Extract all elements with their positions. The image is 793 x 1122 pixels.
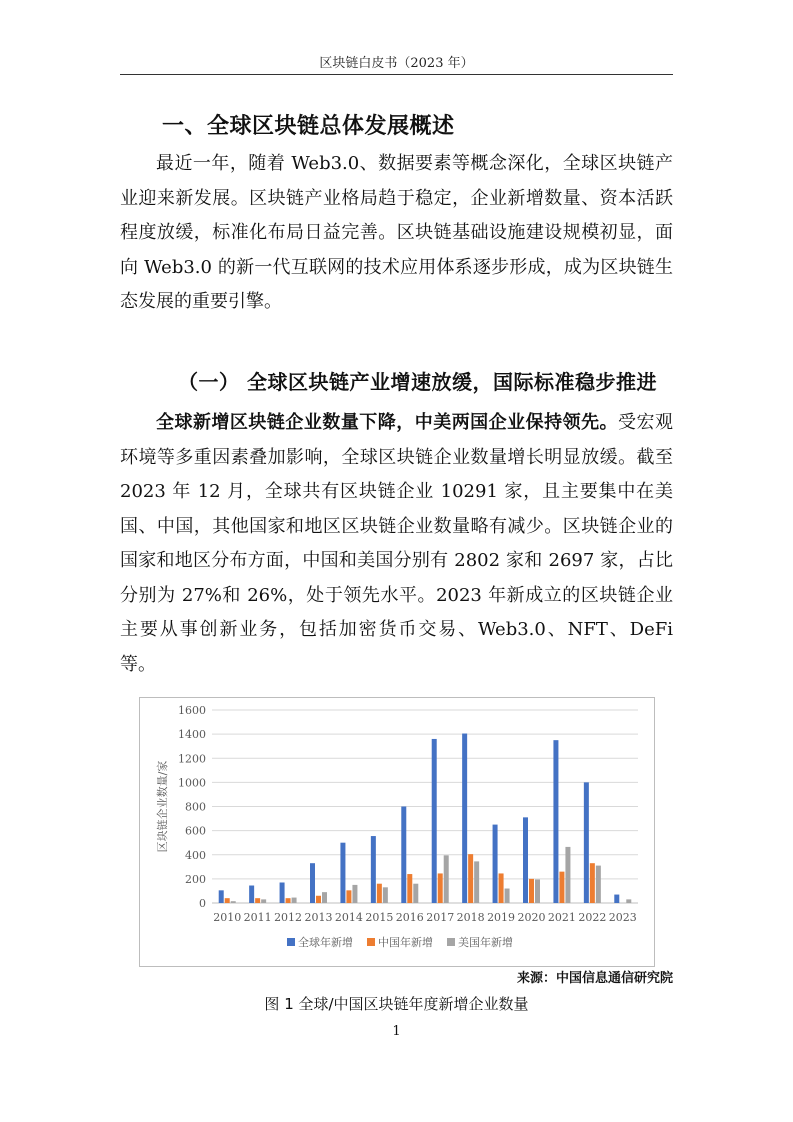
- chart-canvas: [140, 698, 654, 966]
- bar: [280, 882, 285, 903]
- bar: [383, 887, 388, 903]
- bar: [340, 843, 345, 903]
- bar: [553, 740, 558, 903]
- bar: [219, 890, 224, 903]
- x-tick-label: 2021: [547, 911, 576, 924]
- bar: [225, 898, 230, 903]
- bar: [231, 901, 236, 903]
- bar: [322, 892, 327, 903]
- running-header: 区块链白皮书（2023 年）: [319, 56, 474, 71]
- y-tick-label: 1600: [178, 704, 206, 717]
- body-paragraph: [120, 406, 673, 682]
- bar: [316, 896, 321, 903]
- bar: [493, 825, 498, 903]
- bar: [407, 874, 412, 903]
- x-tick-label: 2010: [213, 911, 242, 924]
- legend-swatch: [367, 938, 375, 946]
- x-tick-label: 2023: [608, 911, 637, 924]
- y-tick-label: 800: [185, 800, 206, 814]
- figure-caption: 图 1 全球/中国区块链年度新增企业数量: [264, 995, 529, 1013]
- y-axis-label: 区块链企业数量/家: [156, 760, 169, 853]
- intro-paragraph: 最近一年，随着 Web3.0、数据要素等概念深化，全球区块链产业迎来新发展。区块链产业格局趋于稳定，企业新增数量、资本活跃程度放缓，标准化布局日益完善。区块链基础设施建设规模初显，面向 Web3.0 的新一代互联网的技术应用体系逐步形成，成为区块链生态发展的重要引擎。: [120, 153, 673, 312]
- figure-source: 来源：中国信息通信研究院: [516, 971, 673, 986]
- x-tick-label: 2019: [487, 911, 516, 924]
- legend-swatch: [287, 938, 295, 946]
- bar: [462, 734, 467, 903]
- bar: [584, 782, 589, 903]
- bar-chart: [139, 697, 655, 967]
- bar: [468, 854, 473, 903]
- section-heading: 一、全球区块链总体发展概述: [162, 114, 455, 139]
- legend-label: 美国年新增: [458, 936, 513, 949]
- bar: [346, 890, 351, 903]
- bar: [286, 898, 291, 903]
- bar: [438, 873, 443, 903]
- bar: [249, 886, 254, 903]
- header-rule: [120, 74, 673, 75]
- y-tick-label: 1400: [178, 728, 206, 742]
- x-tick-label: 2012: [274, 911, 303, 924]
- bar: [523, 817, 528, 903]
- bar: [559, 872, 564, 903]
- bar: [255, 898, 260, 903]
- x-tick-label: 2020: [517, 911, 546, 924]
- bar: [596, 866, 601, 903]
- bar: [499, 873, 504, 903]
- bar: [474, 861, 479, 903]
- bar: [614, 895, 619, 903]
- bar: [371, 836, 376, 903]
- bar: [432, 739, 437, 903]
- bar: [292, 898, 297, 903]
- paragraph-text: 受宏观环境等多重因素叠加影响，全球区块链企业数量增长明显放缓。截至 2023 年 12 月，全球共有区块链企业 10291 家，且主要集中在美国、中国，其他国家和地区区块链企业数量略有减少。区块链企业的国家和地区分布方面，中国和美国分别有 2802 家和 2697 家，占比分别为 27%和 26%，处于领先水平。2023 年新成立的区块链企业主要从事创新业务，包括加密货币交易、Web3.0、NFT、DeFi 等。: [120, 412, 674, 675]
- y-tick-label: 1200: [178, 752, 206, 766]
- x-tick-label: 2018: [456, 911, 485, 924]
- bar: [261, 899, 266, 903]
- y-tick-label: 600: [185, 824, 206, 838]
- legend-swatch: [447, 938, 455, 946]
- legend-label: 中国年新增: [378, 936, 433, 949]
- paragraph-lead: 全球新增区块链企业数量下降，中美两国企业保持领先。: [156, 412, 619, 433]
- y-tick-label: 1000: [178, 776, 206, 790]
- bar: [535, 879, 540, 903]
- bar: [413, 884, 418, 903]
- bar: [565, 847, 570, 903]
- bar: [444, 855, 449, 903]
- bar: [590, 863, 595, 903]
- bar: [352, 885, 357, 903]
- y-tick-label: 200: [185, 872, 206, 886]
- x-tick-label: 2015: [365, 911, 394, 924]
- bar: [505, 889, 510, 903]
- legend-label: 全球年新增: [298, 936, 353, 949]
- bar: [529, 879, 534, 903]
- bar: [626, 899, 631, 903]
- page-number: 1: [392, 1024, 401, 1039]
- x-tick-label: 2016: [395, 911, 424, 924]
- y-tick-label: 400: [185, 848, 206, 862]
- bar: [310, 863, 315, 903]
- x-tick-label: 2022: [578, 911, 607, 924]
- x-tick-label: 2017: [426, 911, 455, 924]
- x-tick-label: 2011: [243, 911, 272, 924]
- bar: [377, 884, 382, 903]
- y-tick-label: 0: [199, 897, 206, 910]
- bar: [401, 807, 406, 904]
- x-tick-label: 2013: [304, 911, 333, 924]
- x-tick-label: 2014: [334, 911, 363, 924]
- subsection-heading: （一） 全球区块链产业增速放缓，国际标准稳步推进: [178, 370, 657, 394]
